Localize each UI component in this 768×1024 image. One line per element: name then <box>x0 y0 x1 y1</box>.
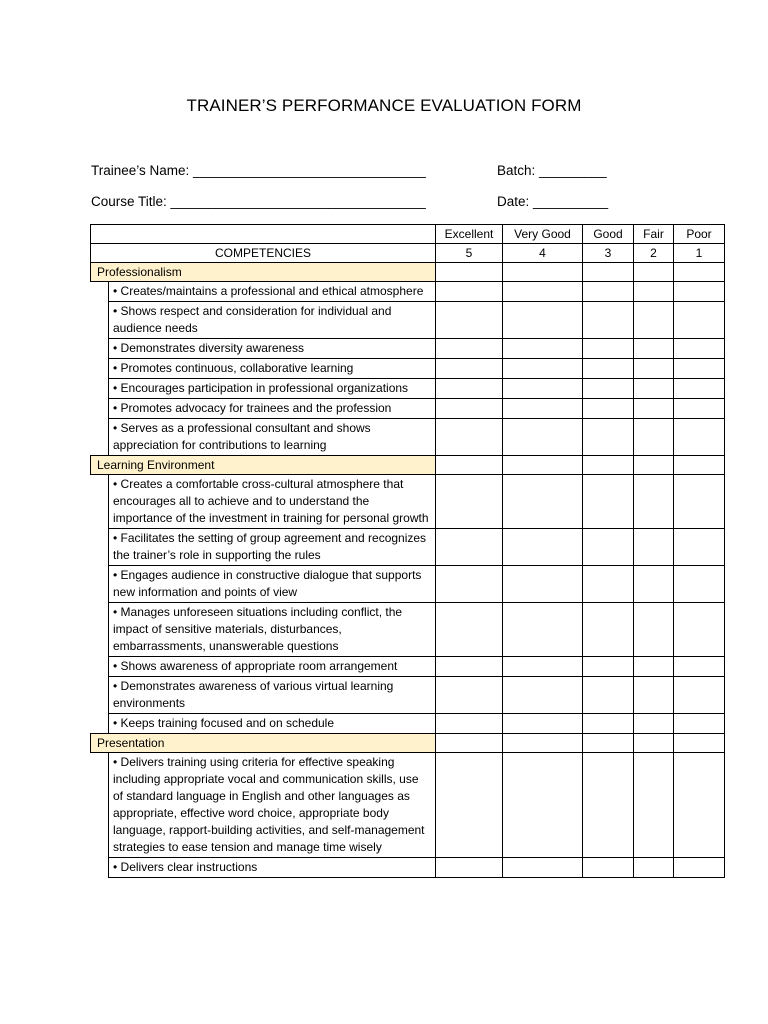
rating-cell-excellent[interactable] <box>436 456 503 475</box>
indent-cell <box>91 529 109 566</box>
competency-row <box>91 475 725 529</box>
indent-cell <box>91 603 109 657</box>
rating-cell-fair[interactable] <box>634 359 674 379</box>
rating-cell-good[interactable] <box>583 734 634 753</box>
competency-item: • Delivers training using criteria for effective speaking including appropriate vocal and communication skills, use of standard language in English and other languages as appropriate, effective word choice, appropriate body language, rapport-building activities, and self-management strategies to ease tension and manage time wisely <box>109 753 436 858</box>
rating-cell-poor[interactable] <box>674 399 725 419</box>
rating-cell-poor[interactable] <box>674 339 725 359</box>
competency-item: • Demonstrates awareness of various virtual learning environments <box>109 677 436 714</box>
competency-item: • Promotes continuous, collaborative learning <box>109 359 436 379</box>
competency-row <box>91 657 725 677</box>
competency-item: • Creates a comfortable cross-cultural atmosphere that encourages all to achieve and to understand the importance of the investment in training for personal growth <box>109 475 436 529</box>
rating-cell-fair[interactable] <box>634 566 674 603</box>
rating-cell-poor[interactable] <box>674 282 725 302</box>
competency-row <box>91 566 725 603</box>
indent-cell <box>91 566 109 603</box>
rating-cell-good[interactable] <box>583 263 634 282</box>
form-title: TRAINER’S PERFORMANCE EVALUATION FORM <box>186 96 582 115</box>
rating-score-very-good: 4 <box>503 244 583 263</box>
rating-cell-poor[interactable] <box>674 456 725 475</box>
rating-score-excellent: 5 <box>436 244 503 263</box>
competency-row <box>91 359 725 379</box>
rating-cell-very-good[interactable] <box>503 714 583 734</box>
rating-cell-fair[interactable] <box>634 282 674 302</box>
rating-cell-very-good[interactable] <box>503 282 583 302</box>
rating-cell-poor[interactable] <box>674 529 725 566</box>
competency-row <box>91 282 725 302</box>
rating-cell-excellent[interactable] <box>436 475 503 529</box>
rating-cell-fair[interactable] <box>634 603 674 657</box>
rating-cell-very-good[interactable] <box>503 302 583 339</box>
competency-item: • Demonstrates diversity awareness <box>109 339 436 359</box>
rating-cell-very-good[interactable] <box>503 263 583 282</box>
rating-cell-poor[interactable] <box>674 677 725 714</box>
rating-cell-very-good[interactable] <box>503 529 583 566</box>
competency-item: • Facilitates the setting of group agreement and recognizes the trainer’s role in supporting the rules <box>109 529 436 566</box>
rating-cell-good[interactable] <box>583 379 634 399</box>
rating-cell-fair[interactable] <box>634 339 674 359</box>
rating-cell-good[interactable] <box>583 339 634 359</box>
rating-cell-good[interactable] <box>583 657 634 677</box>
section-row <box>91 456 725 475</box>
rating-cell-good[interactable] <box>583 419 634 456</box>
competency-row <box>91 302 725 339</box>
rating-label-very-good: Very Good <box>503 225 583 244</box>
rating-cell-excellent[interactable] <box>436 399 503 419</box>
rating-cell-poor[interactable] <box>674 734 725 753</box>
rating-cell-good[interactable] <box>583 529 634 566</box>
rating-cell-fair[interactable] <box>634 379 674 399</box>
rating-cell-fair[interactable] <box>634 456 674 475</box>
competency-item: • Shows respect and consideration for individual and audience needs <box>109 302 436 339</box>
rating-cell-fair[interactable] <box>634 677 674 714</box>
indent-cell <box>91 399 109 419</box>
course-title-field[interactable]: Course Title: __________________________________ <box>91 194 426 209</box>
evaluation-table <box>90 224 725 878</box>
rating-cell-good[interactable] <box>583 858 634 878</box>
rating-score-good: 3 <box>583 244 634 263</box>
rating-cell-good[interactable] <box>583 603 634 657</box>
rating-cell-fair[interactable] <box>634 302 674 339</box>
competencies-header: COMPETENCIES <box>91 244 436 263</box>
rating-cell-fair[interactable] <box>634 263 674 282</box>
competency-row <box>91 714 725 734</box>
rating-cell-good[interactable] <box>583 753 634 858</box>
indent-cell <box>91 657 109 677</box>
competency-item: • Serves as a professional consultant and shows appreciation for contributions to learning <box>109 419 436 456</box>
indent-cell <box>91 339 109 359</box>
rating-cell-fair[interactable] <box>634 753 674 858</box>
rating-label-fair: Fair <box>634 225 674 244</box>
section-title-presentation: Presentation <box>91 734 436 753</box>
rating-cell-very-good[interactable] <box>503 734 583 753</box>
rating-cell-fair[interactable] <box>634 475 674 529</box>
date-field[interactable]: Date: __________ <box>497 194 609 209</box>
rating-label-poor: Poor <box>674 225 725 244</box>
header-blank-cell <box>91 225 436 244</box>
rating-cell-poor[interactable] <box>674 603 725 657</box>
rating-cell-good[interactable] <box>583 475 634 529</box>
rating-cell-very-good[interactable] <box>503 753 583 858</box>
rating-cell-fair[interactable] <box>634 657 674 677</box>
rating-cell-excellent[interactable] <box>436 677 503 714</box>
rating-cell-poor[interactable] <box>674 858 725 878</box>
competency-item: • Promotes advocacy for trainees and the profession <box>109 399 436 419</box>
competency-row <box>91 419 725 456</box>
rating-cell-poor[interactable] <box>674 419 725 456</box>
competency-item: • Delivers clear instructions <box>109 858 436 878</box>
rating-cell-poor[interactable] <box>674 714 725 734</box>
rating-cell-poor[interactable] <box>674 359 725 379</box>
competency-item: • Manages unforeseen situations including conflict, the impact of sensitive materials, disturbances, embarrassments, unanswerable questions <box>109 603 436 657</box>
rating-cell-good[interactable] <box>583 714 634 734</box>
rating-cell-very-good[interactable] <box>503 399 583 419</box>
rating-cell-very-good[interactable] <box>503 858 583 878</box>
rating-label-good: Good <box>583 225 634 244</box>
rating-cell-excellent[interactable] <box>436 419 503 456</box>
rating-cell-very-good[interactable] <box>503 419 583 456</box>
indent-cell <box>91 677 109 714</box>
rating-cell-excellent[interactable] <box>436 359 503 379</box>
rating-cell-excellent[interactable] <box>436 379 503 399</box>
rating-cell-excellent[interactable] <box>436 753 503 858</box>
indent-cell <box>91 359 109 379</box>
rating-cell-excellent[interactable] <box>436 282 503 302</box>
rating-cell-fair[interactable] <box>634 734 674 753</box>
competency-row <box>91 399 725 419</box>
rating-cell-poor[interactable] <box>674 657 725 677</box>
rating-cell-excellent[interactable] <box>436 339 503 359</box>
rating-cell-good[interactable] <box>583 566 634 603</box>
competency-row <box>91 603 725 657</box>
competency-item: • Encourages participation in professional organizations <box>109 379 436 399</box>
rating-cell-excellent[interactable] <box>436 529 503 566</box>
trainee-name-field[interactable]: Trainee’s Name: _______________________________ <box>91 163 426 178</box>
rating-label-excellent: Excellent <box>436 225 503 244</box>
competency-row <box>91 339 725 359</box>
rating-cell-fair[interactable] <box>634 419 674 456</box>
rating-cell-excellent[interactable] <box>436 263 503 282</box>
rating-cell-fair[interactable] <box>634 714 674 734</box>
rating-cell-excellent[interactable] <box>436 714 503 734</box>
section-title-professionalism: Professionalism <box>91 263 436 282</box>
rating-cell-very-good[interactable] <box>503 677 583 714</box>
batch-field[interactable]: Batch: _________ <box>497 163 607 178</box>
competency-item: • Shows awareness of appropriate room arrangement <box>109 657 436 677</box>
indent-cell <box>91 282 109 302</box>
rating-cell-excellent[interactable] <box>436 302 503 339</box>
indent-cell <box>91 379 109 399</box>
rating-cell-excellent[interactable] <box>436 858 503 878</box>
rating-cell-very-good[interactable] <box>503 657 583 677</box>
competency-row <box>91 858 725 878</box>
rating-cell-very-good[interactable] <box>503 339 583 359</box>
rating-cell-good[interactable] <box>583 456 634 475</box>
rating-cell-excellent[interactable] <box>436 566 503 603</box>
indent-cell <box>91 753 109 858</box>
rating-cell-fair[interactable] <box>634 399 674 419</box>
rating-score-poor: 1 <box>674 244 725 263</box>
competency-row <box>91 677 725 714</box>
rating-cell-good[interactable] <box>583 282 634 302</box>
competency-row <box>91 529 725 566</box>
competency-row <box>91 379 725 399</box>
rating-cell-excellent[interactable] <box>436 734 503 753</box>
rating-cell-very-good[interactable] <box>503 475 583 529</box>
rating-cell-excellent[interactable] <box>436 603 503 657</box>
rating-cell-very-good[interactable] <box>503 379 583 399</box>
competency-item: • Engages audience in constructive dialogue that supports new information and points of view <box>109 566 436 603</box>
rating-cell-poor[interactable] <box>674 379 725 399</box>
indent-cell <box>91 419 109 456</box>
competency-item: • Creates/maintains a professional and ethical atmosphere <box>109 282 436 302</box>
section-row <box>91 734 725 753</box>
rating-cell-good[interactable] <box>583 359 634 379</box>
section-title-learning-environment: Learning Environment <box>91 456 436 475</box>
rating-score-fair: 2 <box>634 244 674 263</box>
competency-item: • Keeps training focused and on schedule <box>109 714 436 734</box>
section-row <box>91 263 725 282</box>
rating-cell-good[interactable] <box>583 677 634 714</box>
rating-cell-poor[interactable] <box>674 566 725 603</box>
rating-cell-very-good[interactable] <box>503 603 583 657</box>
rating-cell-poor[interactable] <box>674 753 725 858</box>
rating-cell-very-good[interactable] <box>503 566 583 603</box>
rating-cell-very-good[interactable] <box>503 359 583 379</box>
indent-cell <box>91 475 109 529</box>
rating-cell-good[interactable] <box>583 399 634 419</box>
indent-cell <box>91 714 109 734</box>
rating-cell-very-good[interactable] <box>503 456 583 475</box>
indent-cell <box>91 302 109 339</box>
indent-cell <box>91 858 109 878</box>
rating-cell-fair[interactable] <box>634 858 674 878</box>
rating-cell-excellent[interactable] <box>436 657 503 677</box>
rating-cell-poor[interactable] <box>674 302 725 339</box>
rating-cell-good[interactable] <box>583 302 634 339</box>
rating-cell-fair[interactable] <box>634 529 674 566</box>
rating-cell-poor[interactable] <box>674 263 725 282</box>
competency-row <box>91 753 725 858</box>
rating-cell-poor[interactable] <box>674 475 725 529</box>
